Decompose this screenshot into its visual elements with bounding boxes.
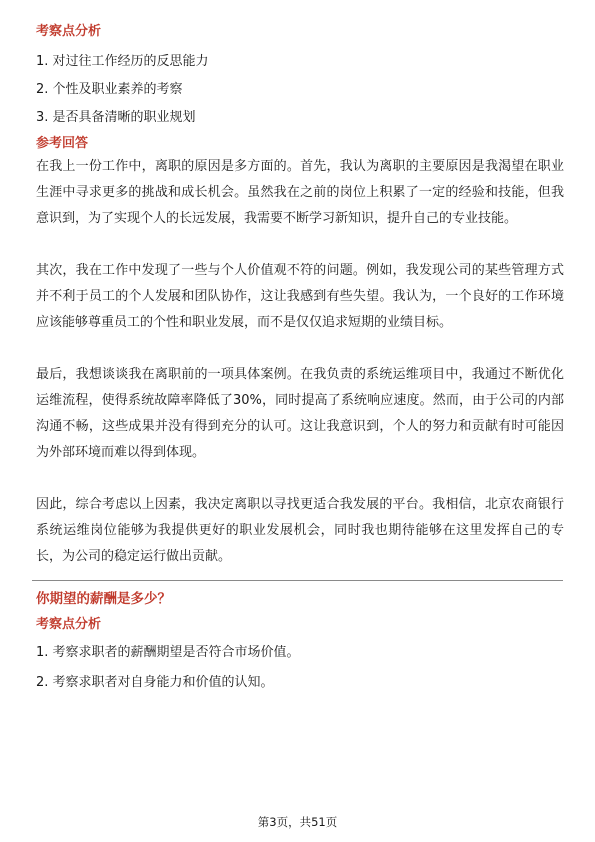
answer-paragraph-3: 最后，我想谈谈我在离职前的一项具体案例。在我负责的系统运维项目中，我通过不断优化运维流程，使得系统故障率降低了30%，同时提高了系统响应速度。然而，由于公司的内部沟通不畅，这些成果并没有得到充分的认可。这让我意识到，个人的努力和贡献有时可能因为外部环境而难以得到体现。: [36, 367, 564, 460]
section-divider: [32, 580, 563, 581]
analysis-heading-2: 考察点分析: [36, 617, 102, 632]
answer-paragraph-2: 其次，我在工作中发现了一些与个人价值观不符的问题。例如，我发现公司的某些管理方式并不利于员工的个人发展和团队协作，这让我感到有些失望。我认为，一个良好的工作环境应该能够尊重员工的个性和职业发展，而不是仅仅追求短期的业绩目标。: [36, 263, 564, 330]
analysis-heading: 考察点分析: [36, 24, 102, 39]
analysis-point-2: 2. 个性及职业素养的考察: [36, 82, 183, 97]
analysis2-point-1: 1. 考察求职者的薪酬期望是否符合市场价值。: [36, 645, 300, 660]
analysis-point-3: 3. 是否具备清晰的职业规划: [36, 110, 196, 125]
answer-heading: 参考回答: [36, 136, 89, 151]
answer-paragraph-4: 因此，综合考虑以上因素，我决定离职以寻找更适合我发展的平台。我相信，北京农商银行系统运维岗位能够为我提供更好的职业发展机会，同时我也期待能够在这里发挥自己的专长，为公司的稳定运行做出贡献。: [36, 497, 564, 564]
analysis2-point-2: 2. 考察求职者对自身能力和价值的认知。: [36, 675, 274, 690]
answer-paragraph-1: 在我上一份工作中，离职的原因是多方面的。首先，我认为离职的主要原因是我渴望在职业生涯中寻求更多的挑战和成长机会。虽然我在之前的岗位上积累了一定的经验和技能，但我意识到，为了实现个人的长远发展，我需要不断学习新知识，提升自己的专业技能。: [36, 159, 564, 226]
analysis-point-1: 1. 对过往工作经历的反思能力: [36, 54, 209, 69]
question-title: 你期望的薪酬是多少？: [36, 591, 171, 607]
page-content: [36, 22, 564, 701]
page-number: 第3页，共51页: [257, 815, 338, 829]
